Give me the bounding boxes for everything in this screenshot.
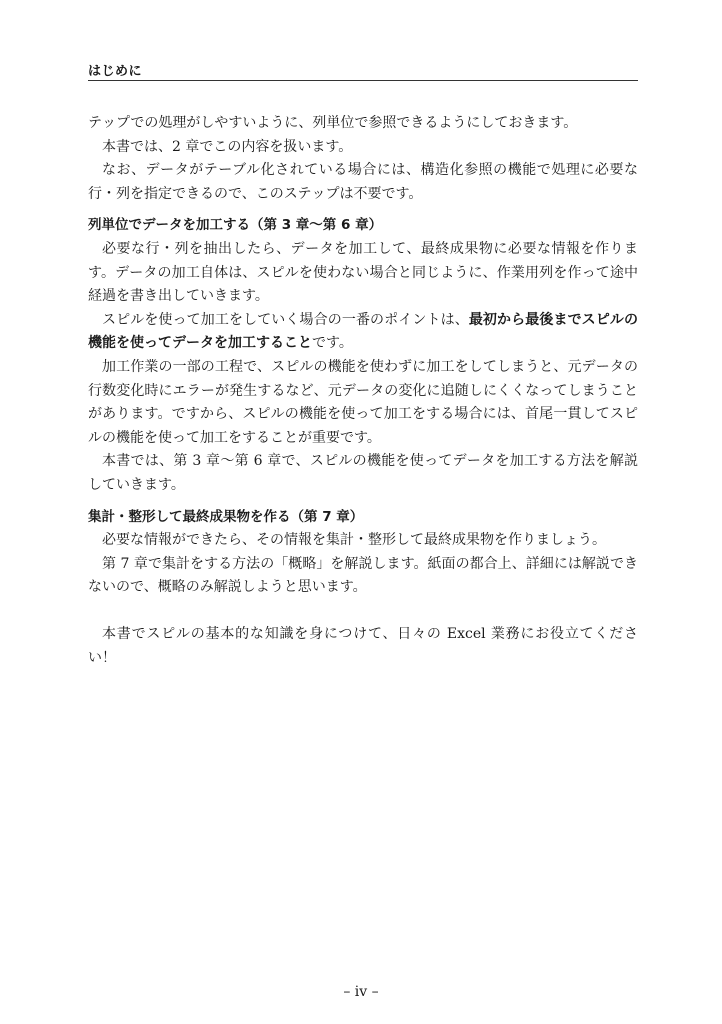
paragraph: 加工作業の一部の工程で、スピルの機能を使わずに加工をしてしまうと、元データの行数変化時にエラーが発生するなど、元データの変化に追随しにくくなってしまうことがあります。ですから、スピルの機能を使って加工をする場合には、首尾一貫してスピルの機能を使って加工をすることが重要です。: [88, 358, 638, 446]
section-heading: 列単位でデータを加工する（第 3 章〜第 6 章）: [88, 217, 383, 234]
page-body: [88, 112, 638, 671]
paragraph: [88, 309, 638, 356]
paragraph: テップでの処理がしやすいように、列単位で参照できるようにしておきます。: [88, 115, 578, 131]
header-title: はじめに: [88, 64, 143, 79]
paragraph: 本書では、2 章でこの内容を扱います。: [102, 138, 353, 155]
paragraph: 必要な行・列を抽出したら、データを加工して、最終成果物に必要な情報を作ります。データの加工自体は、スピルを使わない場合と同じように、作業用列を作って途中経過を書き出していきます。: [88, 240, 638, 305]
paragraph-text: です。: [312, 335, 353, 352]
page-number: – iv –: [343, 984, 379, 1000]
paragraph: 本書でスピルの基本的な知識を身につけて、日々の Excel 業務にお役立てください！: [88, 626, 638, 667]
paragraph: 第 7 章で集計をする方法の「概略」を解説します。紙面の都合上、詳細には解説できないので、概略のみ解説しようと思います。: [88, 555, 638, 596]
section-heading: 集計・整形して最終成果物を作る（第 7 章）: [88, 508, 364, 525]
blank-line: [88, 600, 638, 624]
paragraph: なお、データがテーブル化されている場合には、構造化参照の機能で処理に必要な行・列を指定できるので、このステップは不要です。: [88, 162, 638, 202]
paragraph: 本書では、第 3 章〜第 6 章で、スピルの機能を使ってデータを加工する方法を解説していきます。: [88, 453, 638, 493]
emphasis-text: 最初から最後までスピルの機能を使ってデータを加工すること: [88, 311, 639, 352]
paragraph-text: スピルを使って加工をしていく場合の一番のポイントは、: [102, 311, 469, 328]
page-header: [88, 60, 638, 81]
paragraph: 必要な情報ができたら、その情報を集計・整形して最終成果物を作りましょう。: [102, 532, 606, 549]
